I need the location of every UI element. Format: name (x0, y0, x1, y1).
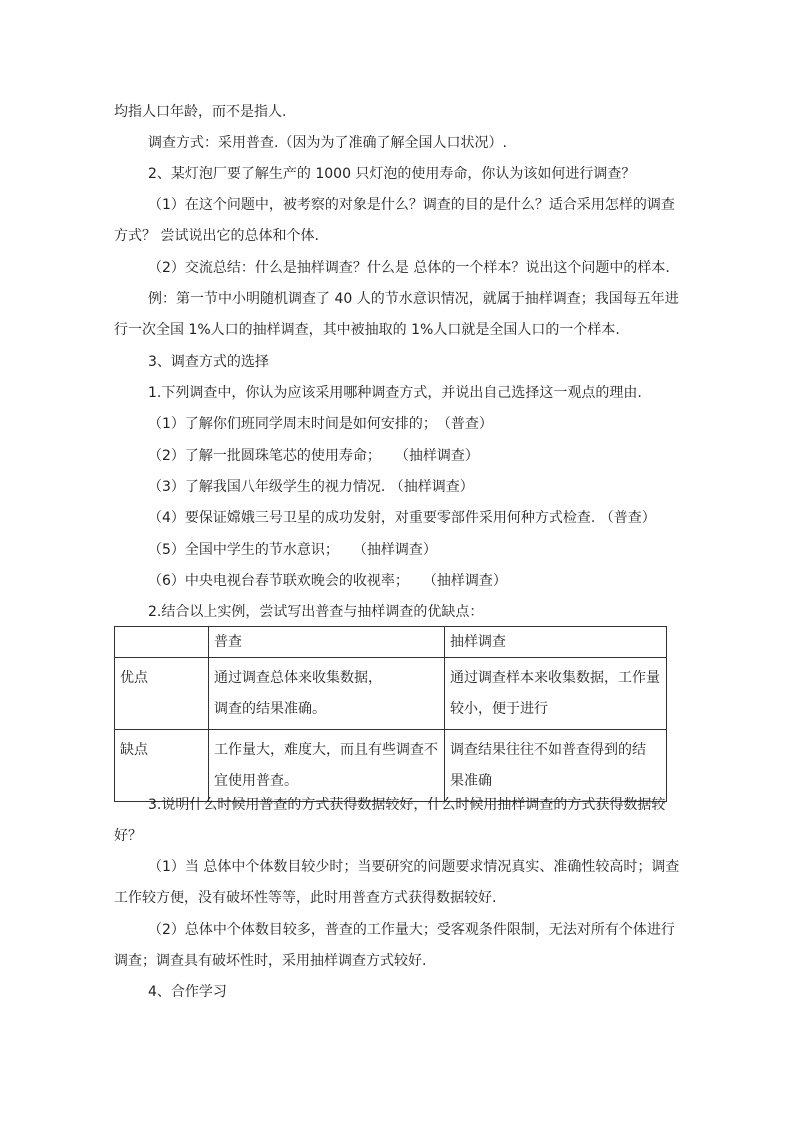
table-header-cell (115, 627, 209, 658)
text-line: （2）交流总结：什么是抽样调查？什么是 总体的一个样本？说出这个问题中的样本. (148, 260, 670, 276)
table-header-cell: 抽样调查 (445, 627, 667, 658)
text-line: 3.说明什么时候用普查的方式获得数据较好，什么时候用抽样调查的方式获得数据较 (148, 797, 666, 813)
text-line: （1）在这个问题中，被考察的对象是什么？调查的目的是什么？适合采用怎样的调查 (148, 197, 675, 213)
text-line: 均指人口年龄，而不是指人. (114, 104, 287, 120)
table-cell: 通过调查样本来收集数据，工作量 较小，便于进行 (445, 658, 667, 730)
text-line: 2、某灯泡厂要了解生产的 1000 只灯泡的使用寿命，你认为该如何进行调查？ (148, 166, 636, 182)
list-item: （2）了解一批圆珠笔芯的使用寿命； （抽样调查） (148, 448, 479, 464)
table-header-row (115, 627, 667, 658)
text-line: 2.结合以上实例，尝试写出普查与抽样调查的优缺点： (148, 604, 484, 620)
text-line: 工作较方便，没有破坏性等等，此时用普查方式获得数据较好. (114, 890, 497, 906)
table-cell: 缺点 (115, 730, 209, 802)
section-heading: 4、合作学习 (148, 984, 227, 1000)
list-item: （6）中央电视台春节联欢晚会的收视率； （抽样调查） (148, 573, 507, 589)
table-cell: 调查结果往往不如普查得到的结 果准确 (445, 730, 667, 802)
section-heading: 3、调查方式的选择 (148, 354, 269, 370)
text-line: 好？ (114, 828, 142, 844)
text-line: 例：第一节中小明随机调查了 40 人的节水意识情况，就属于抽样调查；我国每五年进 (148, 291, 679, 307)
text-line: （1）当 总体中个体数目较少时；当要研究的问题要求情况真实、准确性较高时；调查 (148, 859, 680, 875)
text-line: 1.下列调查中，你认为应该采用哪种调查方式，并说出自己选择这一观点的理由. (148, 385, 642, 401)
list-item: （5）全国中学生的节水意识； （抽样调查） (148, 542, 437, 558)
table-cell: 优点 (115, 658, 209, 730)
text-line: （2）总体中个体数目较多，普查的工作量大；受客观条件限制，无法对所有个体进行 (148, 922, 675, 938)
table-row (115, 730, 667, 802)
table-cell: 工作量大，难度大，而且有些调查不 宜使用普查。 (209, 730, 445, 802)
table-header-cell: 普查 (209, 627, 445, 658)
text-line: 方式？ 尝试说出它的总体和个体. (114, 228, 319, 244)
comparison-table (114, 626, 667, 802)
text-line: 行一次全国 1%人口的抽样调查，其中被抽取的 1%人口就是全国人口的一个样本. (114, 322, 620, 338)
list-item: （3）了解我国八年级学生的视力情况. （抽样调查） (148, 479, 474, 495)
text-line: 调查；调查具有破坏性时，采用抽样调查方式较好. (114, 953, 427, 969)
list-item: （4）要保证嫦娥三号卫星的成功发射，对重要零部件采用何种方式检查. （普查） (148, 510, 656, 526)
text-line: 调查方式：采用普查.（因为为了准确了解全国人口状况）. (148, 135, 507, 151)
list-item: （1）了解你们班同学周末时间是如何安排的； （普查） (148, 416, 493, 432)
table-cell: 通过调查总体来收集数据， 调查的结果准确。 (209, 658, 445, 730)
table-row (115, 658, 667, 730)
